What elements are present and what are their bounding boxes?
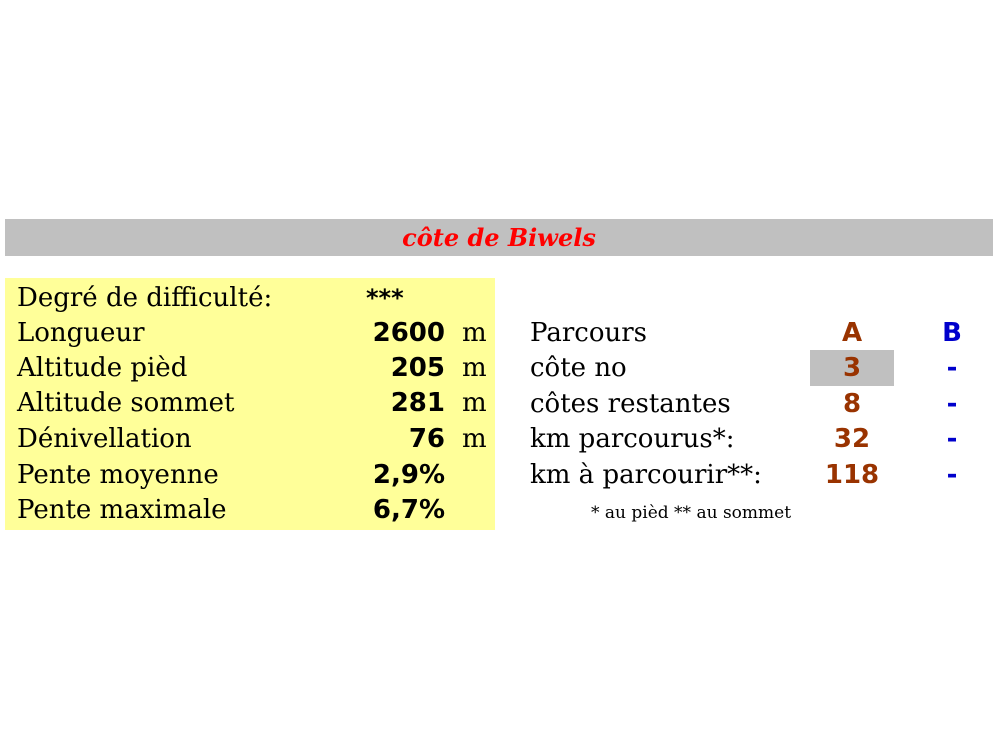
route-label-km-a-parcourir: km à parcourir**:: [530, 460, 762, 490]
climb-stats-panel: [5, 278, 495, 530]
route-header-label: Parcours: [530, 318, 647, 348]
stat-unit-longueur: m: [462, 318, 487, 348]
stat-unit-altitude-pied: m: [462, 353, 487, 383]
stat-value-pente-moyenne: 2,9%: [372, 460, 445, 490]
difficulty-label: Degré de difficulté:: [17, 283, 273, 313]
route-b-km-parcourus: -: [946, 424, 958, 454]
stat-label-longueur: Longueur: [17, 318, 145, 348]
route-b-cotes-restantes: -: [946, 389, 958, 419]
stat-label-denivellation: Dénivellation: [17, 424, 192, 454]
stat-label-altitude-sommet: Altitude sommet: [17, 388, 235, 418]
stat-label-pente-maximale: Pente maximale: [17, 495, 227, 525]
stat-value-altitude-pied: 205: [390, 353, 445, 383]
stat-value-denivellation: 76: [408, 424, 445, 454]
route-label-km-parcourus: km parcourus*:: [530, 424, 735, 454]
stat-label-altitude-pied: Altitude pièd: [17, 353, 188, 383]
stat-value-altitude-sommet: 281: [390, 388, 445, 418]
page-title: côte de Biwels: [402, 223, 596, 252]
difficulty-rating: ***: [366, 284, 404, 312]
stat-value-longueur: 2600: [372, 318, 445, 348]
route-label-cotes-restantes: côtes restantes: [530, 389, 731, 419]
route-a-km-parcourus: 32: [833, 424, 871, 454]
route-col-b-header: B: [942, 318, 962, 348]
route-b-cote-no: -: [946, 353, 958, 383]
route-label-cote-no: côte no: [530, 353, 627, 383]
route-b-km-a-parcourir: -: [946, 460, 958, 490]
route-a-cotes-restantes: 8: [842, 389, 862, 419]
stat-label-pente-moyenne: Pente moyenne: [17, 460, 219, 490]
route-col-a-header: A: [841, 318, 863, 348]
stat-value-pente-maximale: 6,7%: [372, 495, 445, 525]
title-bar: [5, 219, 993, 256]
stat-unit-altitude-sommet: m: [462, 388, 487, 418]
route-a-cote-no: 3: [810, 350, 894, 386]
stat-unit-denivellation: m: [462, 424, 487, 454]
route-footnote: * au pièd ** au sommet: [591, 503, 792, 523]
route-a-km-a-parcourir: 118: [824, 460, 880, 490]
